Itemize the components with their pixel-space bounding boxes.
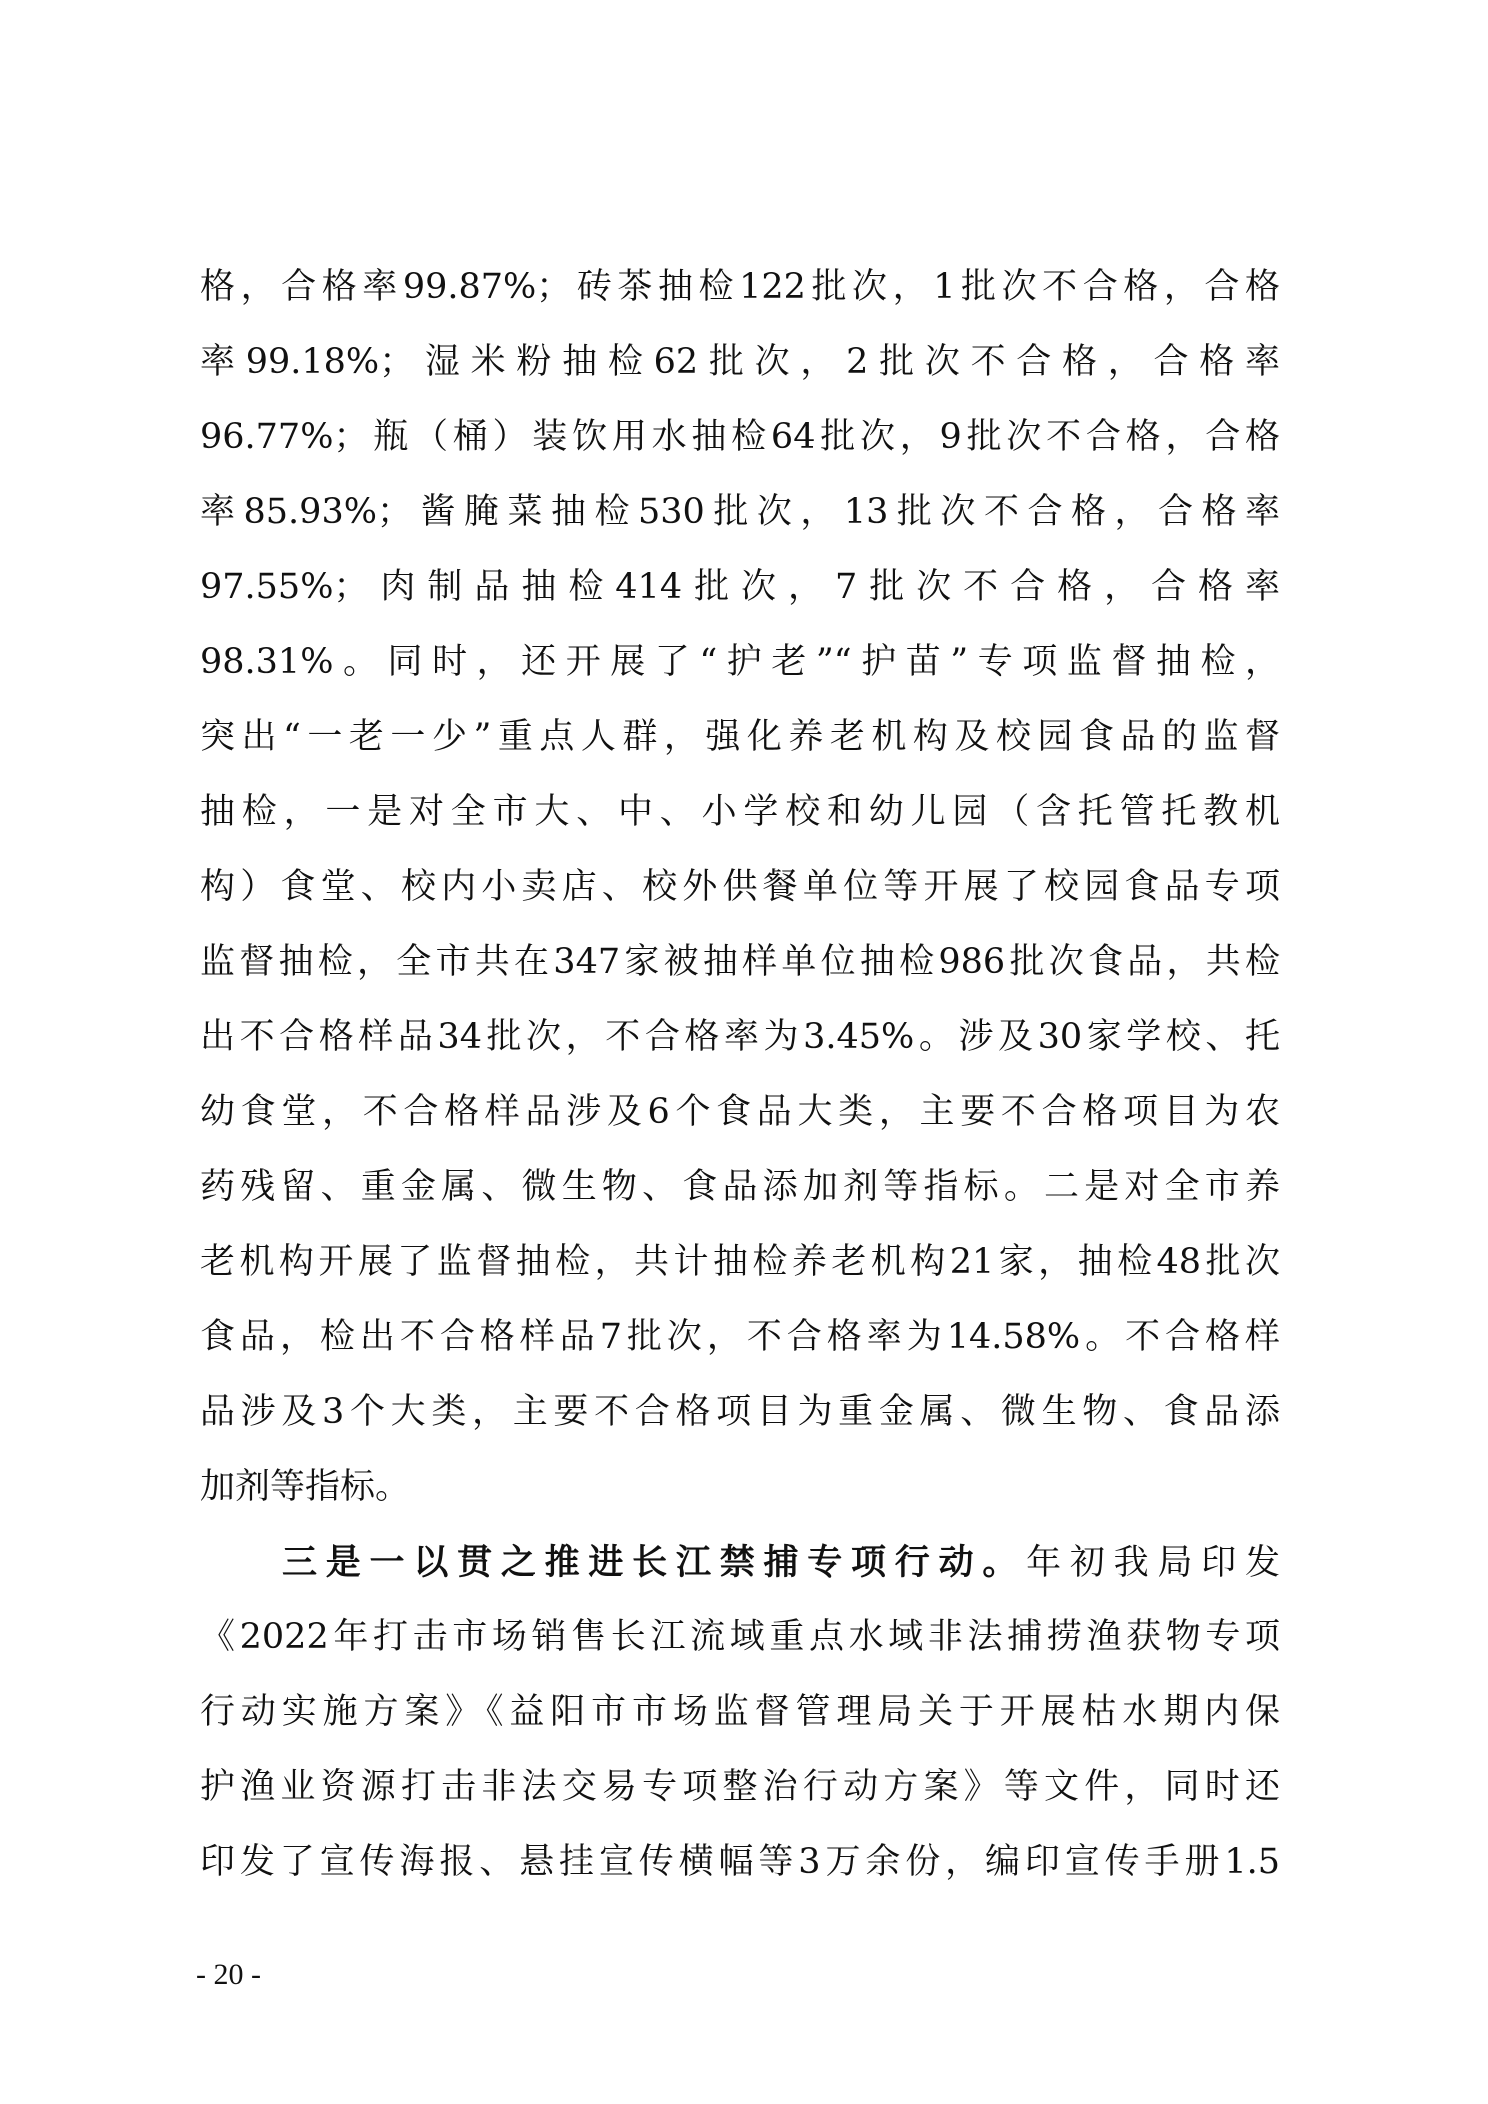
text-line: 96.77%；瓶（桶）装饮用水抽检64批次，9批次不合格，合格 (200, 417, 1280, 457)
text-line: 监督抽检，全市共在347家被抽样单位抽检986批次食品，共检 (200, 942, 1280, 982)
text-line: 行动实施方案》《益阳市市场监督管理局关于开展枯水期内保 (200, 1692, 1280, 1732)
text-line: 97.55%；肉制品抽检414批次，7批次不合格，合格率 (200, 567, 1280, 607)
paragraph-heading-line (200, 1525, 1280, 1600)
text-line: 抽检，一是对全市大、中、小学校和幼儿园（含托管托教机 (200, 792, 1280, 832)
text-line: 《2022年打击市场销售长江流域重点水域非法捕捞渔获物专项 (200, 1617, 1280, 1657)
text-line: 印发了宣传海报、悬挂宣传横幅等3万余份，编印宣传手册1.5 (200, 1842, 1280, 1882)
text-line: 率99.18%；湿米粉抽检62批次，2批次不合格，合格率 (200, 342, 1280, 382)
text-line: 药残留、重金属、微生物、食品添加剂等指标。二是对全市养 (200, 1167, 1280, 1207)
text-line: 食品，检出不合格样品7批次，不合格率为14.58%。不合格样 (200, 1317, 1280, 1357)
text-line: 率85.93%；酱腌菜抽检530批次，13批次不合格，合格率 (200, 492, 1280, 532)
text-line: 品涉及3个大类，主要不合格项目为重金属、微生物、食品添 (200, 1392, 1280, 1432)
text-line: 幼食堂，不合格样品涉及6个食品大类，主要不合格项目为农 (200, 1092, 1280, 1132)
text-line: 出不合格样品34批次，不合格率为3.45%。涉及30家学校、托 (200, 1017, 1280, 1057)
text-line: 构）食堂、校内小卖店、校外供餐单位等开展了校园食品专项 (200, 867, 1280, 907)
text-line: 老机构开展了监督抽检，共计抽检养老机构21家，抽检48批次 (200, 1242, 1280, 1282)
text-line: 98.31%。同时，还开展了“护老”“护苗”专项监督抽检， (200, 642, 1280, 682)
text-line: 护渔业资源打击非法交易专项整治行动方案》等文件，同时还 (200, 1767, 1280, 1807)
body-text (200, 250, 1280, 1900)
page-number: - 20 - (196, 1958, 261, 1991)
text-line: 加剂等指标。 (200, 1467, 411, 1507)
text-line: 格，合格率99.87%；砖茶抽检122批次，1批次不合格，合格 (200, 267, 1280, 307)
heading-line-text: 年初我局印发 (1026, 1543, 1280, 1583)
paragraph-heading: 三是一以贯之推进长江禁捕专项行动。 (282, 1542, 1027, 1583)
text-line: 突出“一老一少”重点人群，强化养老机构及校园食品的监督 (200, 717, 1280, 757)
